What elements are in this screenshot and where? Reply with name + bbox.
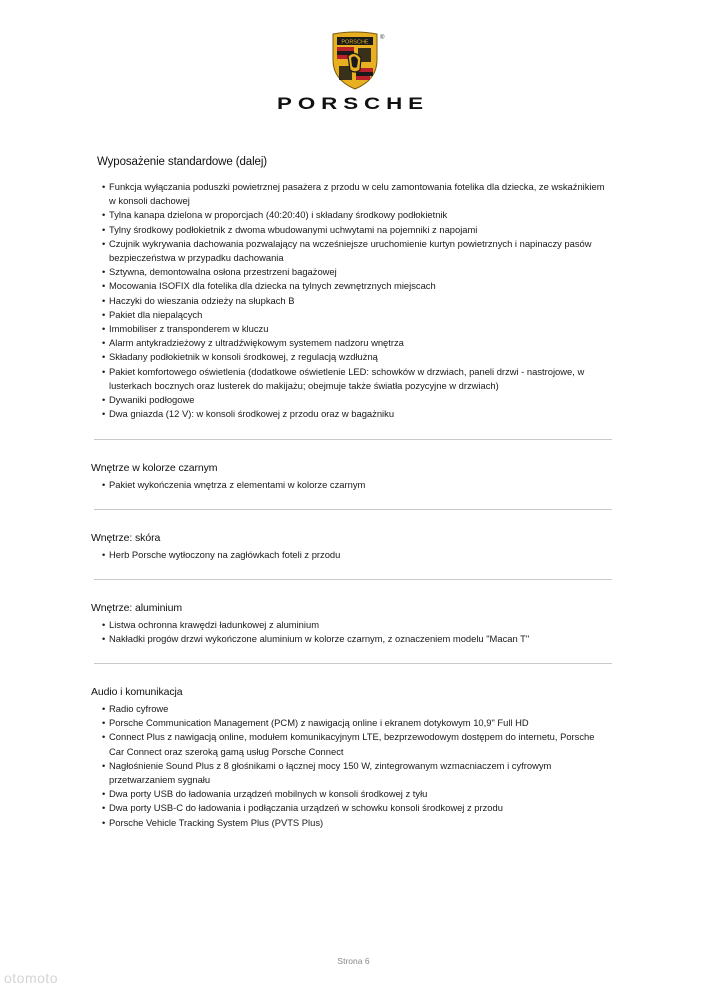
list-item: • Alarm antykradzieżowy z ultradźwiękowym systemem nadzoru wnętrza [102, 336, 607, 350]
registered-mark: ® [380, 35, 385, 41]
section-title-audio-communication: Audio i komunikacja [91, 686, 183, 698]
list-item: • Radio cyfrowe [102, 702, 607, 716]
interior-black-list [102, 478, 607, 492]
list-item: • Immobiliser z transponderem w kluczu [102, 322, 607, 336]
section-divider [94, 579, 612, 580]
interior-leather-list [102, 548, 607, 562]
page-header [0, 0, 707, 120]
list-item: • Mocowania ISOFIX dla fotelika dla dziecka na tylnych zewnętrznych miejscach [102, 279, 607, 293]
list-item: • Dwa gniazda (12 V): w konsoli środkowej z przodu oraz w bagażniku [102, 407, 607, 421]
list-item: • Porsche Communication Management (PCM) z nawigacją online i ekranem dotykowym 10,9" Full HD [102, 716, 607, 730]
list-item: • Dwa porty USB do ładowania urządzeń mobilnych w konsoli środkowej z tyłu [102, 787, 607, 801]
section-divider [94, 663, 612, 664]
section-title-interior-aluminium: Wnętrze: aluminium [91, 602, 182, 614]
watermark: otomoto [4, 970, 59, 986]
list-item: • Dywaniki podłogowe [102, 393, 607, 407]
section-title-interior-black: Wnętrze w kolorze czarnym [91, 462, 218, 474]
section-divider [94, 439, 612, 440]
section-title-standard-equipment: Wyposażenie standardowe (dalej) [97, 156, 268, 168]
interior-aluminium-list [102, 618, 607, 646]
list-item: • Haczyki do wieszania odzieży na słupkach B [102, 294, 607, 308]
list-item: • Porsche Vehicle Tracking System Plus (PVTS Plus) [102, 816, 607, 830]
list-item: • Sztywna, demontowalna osłona przestrzeni bagażowej [102, 265, 607, 279]
list-item: • Nagłośnienie Sound Plus z 8 głośnikami o łącznej mocy 150 W, zintegrowanym wzmacniaczem i cyfrowym przetwarzaniem sygnału [102, 759, 607, 787]
list-item: • Pakiet komfortowego oświetlenia (dodatkowe oświetlenie LED: schowków w drzwiach, paneli drzwi - nastrojowe, w lusterkach bocznych oraz lusterek do makijażu; obejmuje także światła pozycyjne w drzwiach) [102, 365, 607, 393]
list-item: • Tylny środkowy podłokietnik z dwoma wbudowanymi uchwytami na pojemniki z napojami [102, 223, 607, 237]
standard-equipment-list [102, 180, 607, 421]
porsche-crest-logo [330, 30, 380, 90]
list-item: • Nakładki progów drzwi wykończone aluminium w kolorze czarnym, z oznaczeniem modelu "Macan T" [102, 632, 607, 646]
list-item: • Tylna kanapa dzielona w proporcjach (40:20:40) i składany środkowy podłokietnik [102, 208, 607, 222]
list-item: • Funkcja wyłączania poduszki powietrznej pasażera z przodu w celu zamontowania fotelika dla dziecka, ze wskaźnikiem w konsoli dachowej [102, 180, 607, 208]
svg-text:PORSCHE: PORSCHE [341, 39, 369, 46]
list-item: • Herb Porsche wytłoczony na zagłówkach foteli z przodu [102, 548, 607, 562]
section-divider [94, 509, 612, 510]
list-item: • Składany podłokietnik w konsoli środkowej, z regulacją wzdłużną [102, 350, 607, 364]
section-title-interior-leather: Wnętrze: skóra [91, 532, 161, 544]
list-item: • Dwa porty USB-C do ładowania i podłączania urządzeń w schowku konsoli środkowej z przodu [102, 801, 607, 815]
list-item: • Pakiet wykończenia wnętrza z elementami w kolorze czarnym [102, 478, 607, 492]
list-item: • Czujnik wykrywania dachowania pozwalający na wcześniejsze uruchomienie kurtyn powietrznych i napinaczy pasów bezpieczeństwa w przypadku dachowania [102, 237, 607, 265]
svg-text:PORSCHE: PORSCHE [277, 94, 429, 112]
list-item: • Connect Plus z nawigacją online, modułem komunikacyjnym LTE, bezprzewodowym dostępem do internetu, Porsche Car Connect oraz szeroką gamą usług Porsche Connect [102, 730, 607, 758]
page-number: Strona 6 [337, 956, 370, 966]
audio-communication-list [102, 702, 607, 830]
list-item: • Listwa ochronna krawędzi ładunkowej z aluminium [102, 618, 607, 632]
list-item: • Pakiet dla niepalących [102, 308, 607, 322]
porsche-wordmark-logo [275, 94, 431, 112]
